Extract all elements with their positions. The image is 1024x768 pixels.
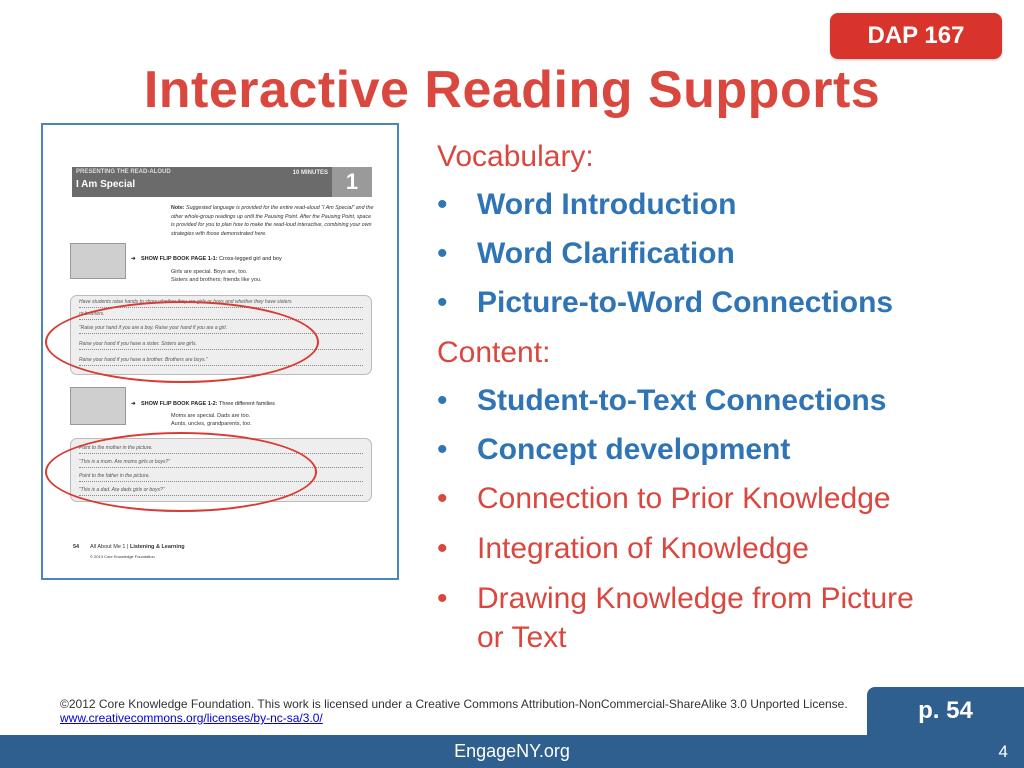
flip-book-photo (70, 243, 126, 279)
flip1-text2: Sisters and brothers; friends like you. (171, 277, 262, 283)
license-credit (60, 697, 870, 725)
vocabulary-heading: Vocabulary: (437, 140, 594, 173)
box1-line: Have students raise hands to show whether they are girls or boys and whether they have sisters (79, 299, 363, 308)
bullet: • (437, 532, 448, 565)
bullet: • (437, 433, 448, 466)
list-item-text: Drawing Knowledge from Picture (477, 582, 914, 615)
box1-line: “Raise your hand if you are a boy. Raise your hand if you are a girl. (79, 325, 363, 334)
flip2-desc: Three different families (219, 401, 275, 407)
dap-badge: DAP 167 (830, 13, 1002, 59)
flip1-label: SHOW FLIP BOOK PAGE 1-1: (141, 256, 218, 262)
box1-line: Raise your hand if you have a sister. Sisters are girls. (79, 341, 363, 350)
doc-note-label: Note: (171, 205, 185, 211)
doc-lesson-title: I Am Special (76, 179, 136, 190)
box2-line: “This is a mom. Are moms girls or boys?” (79, 459, 363, 468)
flip-arrow-icon: ➜ (131, 401, 136, 407)
bullet: • (437, 384, 448, 417)
bullet: • (437, 286, 448, 319)
flip2-label: SHOW FLIP BOOK PAGE 1-2: (141, 401, 218, 407)
credit-text: ©2012 Core Knowledge Foundation. This work is licensed under a Creative Commons Attribution-NonCommercial-ShareAlike 3.0 Unported License. (60, 697, 848, 711)
slide-number: 4 (998, 742, 1008, 761)
list-item-text: Picture-to-Word Connections (477, 286, 894, 319)
box2-line: Point to the father in the picture. (79, 473, 363, 482)
document-thumbnail (41, 123, 399, 580)
content-heading: Content: (437, 336, 551, 369)
list-item-text: Student-to-Text Connections (477, 384, 887, 417)
box2-line: “This is a dad. Are dads girls or boys?” (79, 487, 363, 496)
doc-footer-unit-name: All About Me 1 (90, 544, 126, 550)
highlight-circle (45, 301, 319, 383)
box1-line: Raise your hand if you have a brother. Brothers are boys.” (79, 357, 363, 366)
doc-kicker: PRESENTING THE READ-ALOUD (76, 169, 171, 175)
flip-label-1 (141, 256, 282, 262)
doc-lesson-number: 1 (332, 167, 372, 197)
doc-footer-unit: All About Me 1 | Listening & Learning (90, 544, 185, 550)
flip1-desc: Cross-legged girl and boy (219, 256, 282, 262)
footer-site: EngageNY.org (454, 741, 570, 761)
list-item-text: Connection to Prior Knowledge (477, 482, 891, 515)
bullet: • (437, 482, 448, 515)
flip-arrow-icon: ➜ (131, 256, 136, 262)
bullet: • (437, 582, 448, 615)
list-item-text: Integration of Knowledge (477, 532, 809, 565)
flip1-text1: Girls are special. Boys are, too. (171, 269, 248, 275)
page-reference-tab: p. 54 (867, 687, 1024, 735)
flip-label-2 (141, 401, 275, 407)
doc-footer-copy: © 2013 Core Knowledge Foundation (90, 554, 155, 559)
bullet: • (437, 188, 448, 221)
flip2-text1: Moms are special. Dads are too. (171, 413, 251, 419)
doc-header (72, 167, 372, 197)
bullet: • (437, 237, 448, 270)
doc-minutes: 10 MINUTES (292, 170, 328, 176)
highlight-circle (45, 432, 317, 512)
flip-book-photo (70, 387, 126, 425)
box1-line: or brothers. (79, 311, 363, 320)
doc-note (171, 204, 375, 238)
slide-title: Interactive Reading Supports (143, 61, 881, 119)
list-item-text: Word Introduction (477, 188, 737, 221)
doc-footer-section: Listening & Learning (129, 544, 185, 550)
box2-line: Point to the mother in the picture. (79, 445, 363, 454)
flip2-text2: Aunts, uncles, grandparents, too. (171, 421, 252, 427)
list-item-text: or Text (477, 621, 567, 654)
list-item-text: Word Clarification (477, 237, 735, 270)
list-item-text: Concept development (477, 433, 791, 466)
doc-page-number: 54 (73, 544, 80, 550)
doc-note-text: Suggested language is provided for the entire read-aloud “I Am Special” and the other whole-group readings up until the Pausing Point. After the Pausing Point, space is provided for you to plan how to make the read-loud interactive, combining your own strategies with those demonstrated here. (171, 205, 374, 237)
license-link[interactable]: www.creativecommons.org/licenses/by-nc-sa/3.0/ (60, 711, 323, 725)
